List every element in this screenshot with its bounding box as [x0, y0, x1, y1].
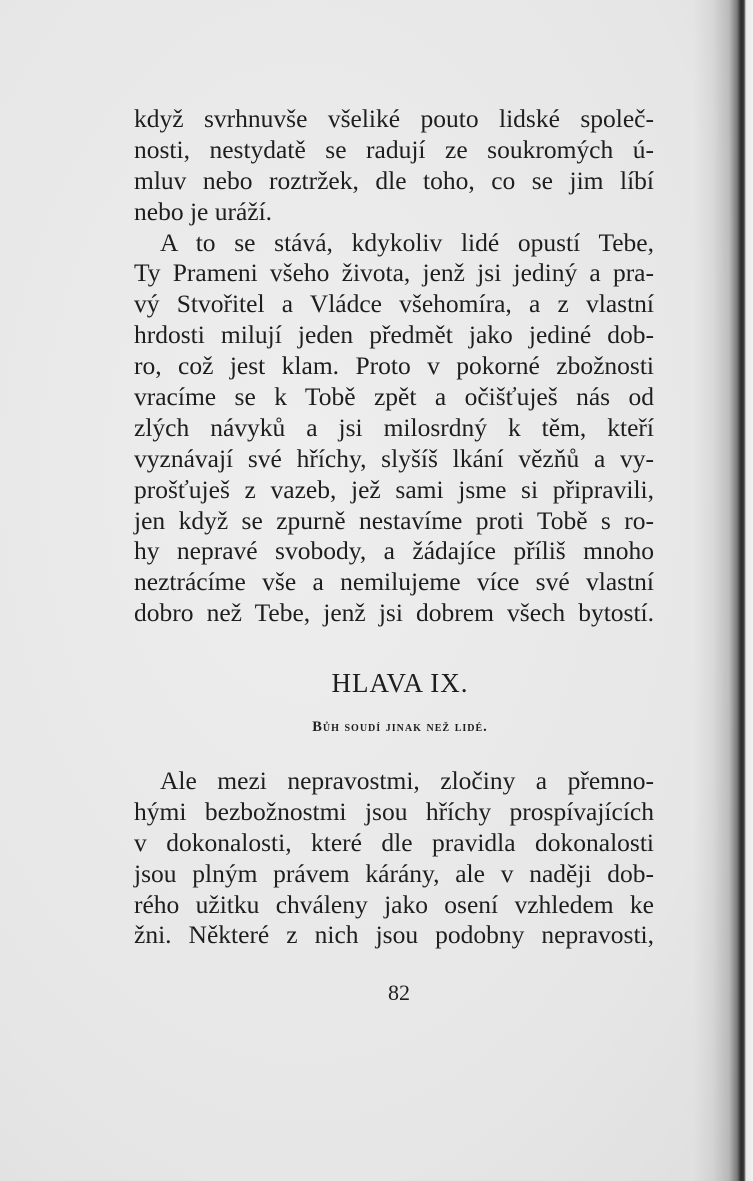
text-line: rého užitku chváleny jako osení vzhledem ke — [134, 889, 654, 919]
text-line: hými bezbožnostmi jsou hříchy prospívajících — [134, 796, 654, 826]
text-line: hy nepravé svobody, a žádajíce příliš mnoho — [134, 536, 654, 566]
text-line: dobro než Tebe, jenž jsi dobrem všech bytostí. — [134, 598, 654, 628]
text-line: vý Stvořitel a Vládce všehomíra, a z vlastní — [134, 289, 654, 319]
text-line: A to se stává, kdykoliv lidé opustí Tebe, — [160, 227, 654, 257]
text-line: neztrácíme vše a nemilujeme více své vlastní — [134, 567, 654, 597]
text-line: zlých návyků a jsi milosrdný k těm, kteří — [134, 412, 654, 442]
text-line: mluv nebo roztržek, dle toho, co se jim líbí — [134, 165, 654, 195]
text-line: vracíme se k Tobě zpět a očišťuješ nás od — [134, 382, 654, 412]
body-text-bottom — [134, 766, 654, 951]
text-line: jsou plným právem kárány, ale v naději dob- — [134, 858, 654, 888]
chapter-subheading: Bůh soudí jinak než lidé. — [312, 719, 488, 735]
body-text-top — [134, 104, 654, 629]
text-line: žni. Některé z nich jsou podobny nepravosti, — [134, 920, 654, 950]
text-line: hrdosti milují jeden předmět jako jediné dob- — [134, 320, 654, 350]
text-line: když svrhnuvše všeliké pouto lidské společ- — [134, 104, 654, 133]
text-line: Ale mezi nepravostmi, zločiny a přemno- — [160, 766, 654, 795]
text-line: nebo je uráží. — [134, 196, 273, 226]
text-line: v dokonalosti, které dle pravidla dokonalosti — [134, 827, 654, 857]
chapter-heading: HLAVA IX. — [331, 668, 469, 698]
text-line: vyznávají své hříchy, slyšíš lkání vězňů a vy- — [134, 443, 654, 473]
text-line: Ty Prameni všeho života, jenž jsi jediný a pra- — [134, 258, 654, 288]
text-line: jen když se zpurně nestavíme proti Tobě s ro- — [134, 505, 654, 535]
text-line: nosti, nestydatě se radují ze soukromých ú- — [134, 134, 654, 164]
page-number: 82 — [388, 980, 410, 1005]
text-line: ro, což jest klam. Proto v pokorné zbožnosti — [134, 351, 654, 381]
text-line: prošťuješ z vazeb, jež sami jsme si připravili, — [134, 474, 654, 504]
